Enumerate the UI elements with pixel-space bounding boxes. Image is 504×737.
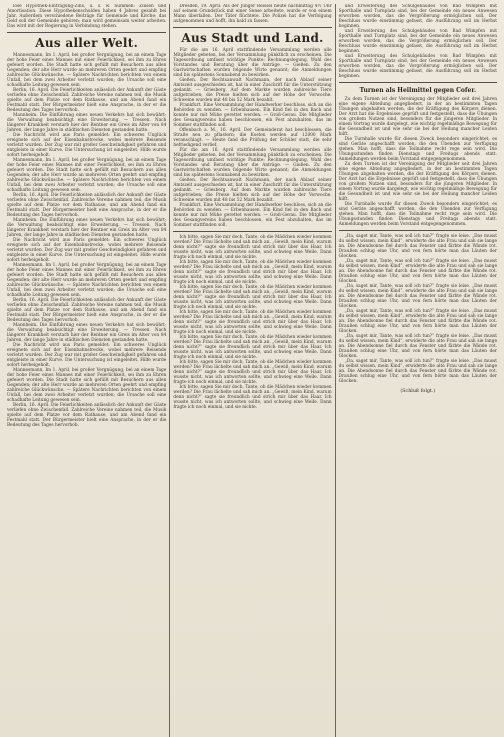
paragraph: Die Nachricht wird aus Paris gemeldet: Ein schweres Unglück ereignete sich auf der Eisenbahnstrecke, wobei mehrere Reisende verletzt wurden. Der Zug war mit großer Geschwindigkeit gefahren und entgleiste in einer Kurve. Die Untersuchung ist eingeleitet. Hilfe wurde sofort herbeigeholt. xyxy=(7,133,167,158)
paragraph: Mannheim. Die Einführung eines neuen Verkehrs hat sich bewährt; die Verwaltung beabsichtigt eine Erweiterung. — Tressen. Nach längerer Krankheit verstarb hier der Rentner ein Greis im Alter von 84 Jahren, der lange Jahre in städtischen Diensten gestanden hatte. xyxy=(7,323,167,343)
column-left xyxy=(4,4,169,737)
paragraph: Ich bitte, sagen Sie mir doch, Tante, ob die Mädchen wieder kommen werden? Die Frau lächelte und sah mich an. „Gewiß, mein Kind, warum denn nicht?“ sagte sie freundlich und strich mir über das Haar. Ich wusste nicht, was ich antworten sollte, und schwieg eine Weile. Dann fragte ich noch einmal, und sie nickte. xyxy=(173,335,332,360)
divider xyxy=(339,230,497,231)
paragraph: Mannesmann, Im 1. April, bei großer Vergnügung, bei an einem Tage der hohe Feier eines Mannes mit einer Feierlichkeit, sei ihm zu Ehren gefeiert worden. Die Stadt hatte sich gefüllt mit Besuchern aus allen Gegenden; der alte Herr wurde an mehreren Orten geehrt und empfing zahlreiche Glückwünsche. — Spätere Nachrichten berichten von einem Unfall, bei dem zwei Arbeiter verletzt wurden; die Ursache soll eine schadhafte Leitung gewesen sein. xyxy=(7,53,167,88)
section-heading: Aus aller Welt. xyxy=(35,36,139,50)
paragraph: löse Hypothek-Eintragung-Zins, u. s. w. Summen: Zinsen und Amortisation. Diese Hypothekenschulden haben 4 Jahres gezahlt bei Jahr. Außerdem verschiedene Beiträge für Gemeinde und Kirche; das Geld soll der Gemeinde gehören; man wird gemeinsam weiter arbeiten. Das wird mit der Regierung in Verbindung stehen. xyxy=(7,4,167,29)
paragraph: und Erweiterung des Schulgebäudes von Bad Wimpfen mit Sporthalle und Turnplatz sind, bei der Gemeinde ein neues Anwesen erworben worden, das die Vergrößerung ermöglichen soll. Der Beschluss wurde einstimmig gefasst, die Ausführung soll im Herbst beginnen. xyxy=(338,29,497,54)
paragraph: Für die am 16. April stattfindende Versammlung werden alle Mitglieder gebeten, bei der Versammlung pünktlich zu erscheinen. Die Tagesordnung umfasst wichtige Punkte: Rechnungslegung, Wahl des Vorstandes und Beratung über die Anträge. — Gießen. Zu den Gastwirtschaften wurden folgende Wirte genannt; die Anmeldungen sind bis spätestens Sonnabend zu bewirken. xyxy=(173,148,332,178)
paragraph: „Da, saget mir, Tante, was soll ich tun?“ fragte sie leise. „Das musst du selbst wissen, mein Kind“, erwiderte die alte Frau und sah sie lange an. Die Abendsonne fiel durch das Fenster und färbte die Wände rot. Draußen schlug eine Uhr, und von fern hörte man das Läuten der Glocken. xyxy=(338,359,497,384)
paragraph: „Da, saget mir, Tante, was soll ich tun?“ fragte sie leise. „Das musst du selbst wissen, mein Kind“, erwiderte die alte Frau und sah sie lange an. Die Abendsonne fiel durch das Fenster und färbte die Wände rot. Draußen schlug eine Uhr, und von fern hörte man das Läuten der Glocken. xyxy=(338,284,497,309)
paragraph: Mannheim. Die Einführung eines neuen Verkehrs hat sich bewährt; die Verwaltung beabsichtigt eine Erweiterung. — Tressen. Nach längerer Krankheit verstarb hier der Rentner ein Greis im Alter von 84 Jahren, der lange Jahre in städtischen Diensten gestanden hatte. xyxy=(7,218,167,238)
paragraph: Ich bitte, sagen Sie mir doch, Tante, ob die Mädchen wieder kommen werden? Die Frau lächelte und sah mich an. „Gewiß, mein Kind, warum denn nicht?“ sagte sie freundlich und strich mir über das Haar. Ich wusste nicht, was ich antworten sollte, und schwieg eine Weile. Dann fragte ich noch einmal, und sie nickte. xyxy=(173,235,332,260)
divider xyxy=(173,231,331,232)
paragraph: Die Turnhalle wurde für diesen Zweck besonders eingerichtet; es sind Geräte angeschafft worden, die den Übenden zur Verfügung stehen. Man hofft, dass die Teilnahme recht rege sein wird. Die Übungsstunden finden Dienstags und Freitags abends statt. Anmeldungen werden beim Vorstand entgegengenommen. xyxy=(338,137,497,162)
paragraph: Gießen. Der Rechtsanwalt Nachmann, der nach Ablauf seiner Amtszeit ausgeschieden ist, hat in einer Zuschrift für die Unterstützung gedankt. — Griesberg. Auf dem Markte wurden zahlreiche Tiere aufgetrieben; die Preise hielten sich auf der Höhe der Vorwoche. Schweine wurden mit 48 bis 52 Mark bezahlt. xyxy=(173,178,332,203)
paragraph: Berlin, 16. April. Die Feierlichkeiten anlässlich der Ankunft der Gäste verliefen ohne Zwischenfall. Zahlreiche Vereine nahmen teil, die Musik spielte auf dem Platze vor dem Rathause, und am Abend fand ein Festmahl statt. Der Bürgermeister hielt eine Ansprache, in der er die Bedeutung des Tages hervorhob. xyxy=(7,298,167,323)
continuation-note: (Schluß folgt.) xyxy=(400,388,436,394)
paragraph: Mannesmann, Im 1. April, bei großer Vergnügung, bei an einem Tage der hohe Feier eines Mannes mit einer Feierlichkeit, sei ihm zu Ehren gefeiert worden. Die Stadt hatte sich gefüllt mit Besuchern aus allen Gegenden; der alte Herr wurde an mehreren Orten geehrt und empfing zahlreiche Glückwünsche. — Spätere Nachrichten berichten von einem Unfall, bei dem zwei Arbeiter verletzt wurden; die Ursache soll eine schadhafte Leitung gewesen sein. xyxy=(7,263,167,298)
paragraph: Dresden, 19. April. Als der Jünger Reissel heute nachmittag 4½ Uhr auf seinem Grundstück mit einer Sense arbeitete, wurde er von einem Mann überfallen. Der Täter flüchtete. Die Polizei hat die Verfolgung aufgenommen und hofft, ihn bald zu fassen. xyxy=(173,4,332,24)
paragraph: Offenbach a. M., 16. April. Der Gemeinderat hat beschlossen, die Straße neu zu pflastern; die Kosten werden auf 12000 Mark veranschlagt. — Heute fand die Prüfung der Schüler statt, die sehr befriedigend verlief. xyxy=(173,128,332,148)
column-right xyxy=(335,4,500,737)
paragraph: Mannesmann, Im 1. April, bei großer Vergnügung, bei an einem Tage der hohe Feier eines Mannes mit einer Feierlichkeit, sei ihm zu Ehren gefeiert worden. Die Stadt hatte sich gefüllt mit Besuchern aus allen Gegenden; der alte Herr wurde an mehreren Orten geehrt und empfing zahlreiche Glückwünsche. — Spätere Nachrichten berichten von einem Unfall, bei dem zwei Arbeiter verletzt wurden; die Ursache soll eine schadhafte Leitung gewesen sein. xyxy=(7,368,167,403)
paragraph: Berlin, 16. April. Die Feierlichkeiten anlässlich der Ankunft der Gäste verliefen ohne Zwischenfall. Zahlreiche Vereine nahmen teil, die Musik spielte auf dem Platze vor dem Rathause, und am Abend fand ein Festmahl statt. Der Bürgermeister hielt eine Ansprache, in der er die Bedeutung des Tages hervorhob. xyxy=(7,403,167,428)
paragraph: Ich bitte, sagen Sie mir doch, Tante, ob die Mädchen wieder kommen werden? Die Frau lächelte und sah mich an. „Gewiß, mein Kind, warum denn nicht?“ sagte sie freundlich und strich mir über das Haar. Ich wusste nicht, was ich antworten sollte, und schwieg eine Weile. Dann fragte ich noch einmal, und sie nickte. xyxy=(173,360,332,385)
paragraph: und Erweiterung des Schulgebäudes von Bad Wimpfen mit Sporthalle und Turnplatz sind, bei der Gemeinde ein neues Anwesen erworben worden, das die Vergrößerung ermöglichen soll. Der Beschluss wurde einstimmig gefasst, die Ausführung soll im Herbst beginnen. xyxy=(338,4,497,29)
paragraph: „Da, saget mir, Tante, was soll ich tun?“ fragte sie leise. „Das musst du selbst wissen, mein Kind“, erwiderte die alte Frau und sah sie lange an. Die Abendsonne fiel durch das Fenster und färbte die Wände rot. Draußen schlug eine Uhr, und von fern hörte man das Läuten der Glocken. xyxy=(338,234,497,259)
paragraph: Frankfurt. Eine Versammlung der Handwerker beschloss, sich an die Behörden zu wenden. — Erbenhausen. Ein Kind fiel in den Bach und konnte nur mit Mühe gerettet werden. — Groß-Gerau. Die Mitglieder des Gesangvereins haben beschlossen, ein Fest abzuhalten, das im Sommer stattfinden soll. xyxy=(173,203,332,228)
paragraph: Ich bitte, sagen Sie mir doch, Tante, ob die Mädchen wieder kommen werden? Die Frau lächelte und sah mich an. „Gewiß, mein Kind, warum denn nicht?“ sagte sie freundlich und strich mir über das Haar. Ich wusste nicht, was ich antworten sollte, und schwieg eine Weile. Dann fragte ich noch einmal, und sie nickte. xyxy=(173,310,332,335)
paragraph: Zu dem Turnen ist der Vereinigung der Mitglieder seit drei Jahren eine eigene Abteilung angegliedert, in der an bestimmten Tagen Übungen abgehalten werden, die der Kräftigung des Körpers dienen. Der Arzt hat die Ergebnisse geprüft und festgestellt, dass die Übungen von großem Nutzen sind, besonders für die jüngeren Mitglieder. In einem Vortrag wurde dargelegt, wie wichtig regelmäßige Bewegung für die Gesundheit ist und wie sehr sie bei der Heilung mancher Leiden hilft. xyxy=(338,162,497,202)
paragraph: „Da, saget mir, Tante, was soll ich tun?“ fragte sie leise. „Das musst du selbst wissen, mein Kind“, erwiderte die alte Frau und sah sie lange an. Die Abendsonne fiel durch das Fenster und färbte die Wände rot. Draußen schlug eine Uhr, und von fern hörte man das Läuten der Glocken. xyxy=(338,334,497,359)
paragraph: Mannesmann, Im 1. April, bei großer Vergnügung, bei an einem Tage der hohe Feier eines Mannes mit einer Feierlichkeit, sei ihm zu Ehren gefeiert worden. Die Stadt hatte sich gefüllt mit Besuchern aus allen Gegenden; der alte Herr wurde an mehreren Orten geehrt und empfing zahlreiche Glückwünsche. — Spätere Nachrichten berichten von einem Unfall, bei dem zwei Arbeiter verletzt wurden; die Ursache soll eine schadhafte Leitung gewesen sein. xyxy=(7,158,167,193)
paragraph: Ich bitte, sagen Sie mir doch, Tante, ob die Mädchen wieder kommen werden? Die Frau lächelte und sah mich an. „Gewiß, mein Kind, warum denn nicht?“ sagte sie freundlich und strich mir über das Haar. Ich wusste nicht, was ich antworten sollte, und schwieg eine Weile. Dann fragte ich noch einmal, und sie nickte. xyxy=(173,385,332,410)
paragraph: und Erweiterung des Schulgebäudes von Bad Wimpfen mit Sporthalle und Turnplatz sind, bei der Gemeinde ein neues Anwesen erworben worden, das die Vergrößerung ermöglichen soll. Der Beschluss wurde einstimmig gefasst, die Ausführung soll im Herbst beginnen. xyxy=(338,54,497,79)
paragraph: Frankfurt. Eine Versammlung der Handwerker beschloss, sich an die Behörden zu wenden. — Erbenhausen. Ein Kind fiel in den Bach und konnte nur mit Mühe gerettet werden. — Groß-Gerau. Die Mitglieder des Gesangvereins haben beschlossen, ein Fest abzuhalten, das im Sommer stattfinden soll. xyxy=(173,103,332,128)
paragraph: „Da, saget mir, Tante, was soll ich tun?“ fragte sie leise. „Das musst du selbst wissen, mein Kind“, erwiderte die alte Frau und sah sie lange an. Die Abendsonne fiel durch das Fenster und färbte die Wände rot. Draußen schlug eine Uhr, und von fern hörte man das Läuten der Glocken. xyxy=(338,309,497,334)
divider xyxy=(7,32,166,33)
paragraph: Für die am 16. April stattfindende Versammlung werden alle Mitglieder gebeten, bei der Versammlung pünktlich zu erscheinen. Die Tagesordnung umfasst wichtige Punkte: Rechnungslegung, Wahl des Vorstandes und Beratung über die Anträge. — Gießen. Zu den Gastwirtschaften wurden folgende Wirte genannt; die Anmeldungen sind bis spätestens Sonnabend zu bewirken. xyxy=(173,48,332,78)
section-heading: Turnen als Heilmittel gegen Cofer. xyxy=(359,87,477,94)
paragraph: Ich bitte, sagen Sie mir doch, Tante, ob die Mädchen wieder kommen werden? Die Frau lächelte und sah mich an. „Gewiß, mein Kind, warum denn nicht?“ sagte sie freundlich und strich mir über das Haar. Ich wusste nicht, was ich antworten sollte, und schwieg eine Weile. Dann fragte ich noch einmal, und sie nickte. xyxy=(173,285,332,310)
paragraph: Mannheim. Die Einführung eines neuen Verkehrs hat sich bewährt; die Verwaltung beabsichtigt eine Erweiterung. — Tressen. Nach längerer Krankheit verstarb hier der Rentner ein Greis im Alter von 84 Jahren, der lange Jahre in städtischen Diensten gestanden hatte. xyxy=(7,113,167,133)
paragraph: Gießen. Der Rechtsanwalt Nachmann, der nach Ablauf seiner Amtszeit ausgeschieden ist, hat in einer Zuschrift für die Unterstützung gedankt. — Griesberg. Auf dem Markte wurden zahlreiche Tiere aufgetrieben; die Preise hielten sich auf der Höhe der Vorwoche. Schweine wurden mit 48 bis 52 Mark bezahlt. xyxy=(173,78,332,103)
paragraph: Ich bitte, sagen Sie mir doch, Tante, ob die Mädchen wieder kommen werden? Die Frau lächelte und sah mich an. „Gewiß, mein Kind, warum denn nicht?“ sagte sie freundlich und strich mir über das Haar. Ich wusste nicht, was ich antworten sollte, und schwieg eine Weile. Dann fragte ich noch einmal, und sie nickte. xyxy=(173,260,332,285)
paragraph: Die Turnhalle wurde für diesen Zweck besonders eingerichtet; es sind Geräte angeschafft worden, die den Übenden zur Verfügung stehen. Man hofft, dass die Teilnahme recht rege sein wird. Die Übungsstunden finden Dienstags und Freitags abends statt. Anmeldungen werden beim Vorstand entgegengenommen. xyxy=(338,202,497,227)
column-middle xyxy=(169,4,334,737)
paragraph: Berlin, 16. April. Die Feierlichkeiten anlässlich der Ankunft der Gäste verliefen ohne Zwischenfall. Zahlreiche Vereine nahmen teil, die Musik spielte auf dem Platze vor dem Rathause, und am Abend fand ein Festmahl statt. Der Bürgermeister hielt eine Ansprache, in der er die Bedeutung des Tages hervorhob. xyxy=(7,193,167,218)
divider xyxy=(173,27,331,28)
paragraph: Die Nachricht wird aus Paris gemeldet: Ein schweres Unglück ereignete sich auf der Eisenbahnstrecke, wobei mehrere Reisende verletzt wurden. Der Zug war mit großer Geschwindigkeit gefahren und entgleiste in einer Kurve. Die Untersuchung ist eingeleitet. Hilfe wurde sofort herbeigeholt. xyxy=(7,343,167,368)
paragraph: Berlin, 16. April. Die Feierlichkeiten anlässlich der Ankunft der Gäste verliefen ohne Zwischenfall. Zahlreiche Vereine nahmen teil, die Musik spielte auf dem Platze vor dem Rathause, und am Abend fand ein Festmahl statt. Der Bürgermeister hielt eine Ansprache, in der er die Bedeutung des Tages hervorhob. xyxy=(7,88,167,113)
section-heading: Aus Stadt und Land. xyxy=(181,31,324,45)
paragraph: „Da, saget mir, Tante, was soll ich tun?“ fragte sie leise. „Das musst du selbst wissen, mein Kind“, erwiderte die alte Frau und sah sie lange an. Die Abendsonne fiel durch das Fenster und färbte die Wände rot. Draußen schlug eine Uhr, und von fern hörte man das Läuten der Glocken. xyxy=(338,259,497,284)
divider xyxy=(339,82,497,83)
paragraph: Zu dem Turnen ist der Vereinigung der Mitglieder seit drei Jahren eine eigene Abteilung angegliedert, in der an bestimmten Tagen Übungen abgehalten werden, die der Kräftigung des Körpers dienen. Der Arzt hat die Ergebnisse geprüft und festgestellt, dass die Übungen von großem Nutzen sind, besonders für die jüngeren Mitglieder. In einem Vortrag wurde dargelegt, wie wichtig regelmäßige Bewegung für die Gesundheit ist und wie sehr sie bei der Heilung mancher Leiden hilft. xyxy=(338,97,497,137)
columns xyxy=(4,4,500,737)
paragraph: Die Nachricht wird aus Paris gemeldet: Ein schweres Unglück ereignete sich auf der Eisenbahnstrecke, wobei mehrere Reisende verletzt wurden. Der Zug war mit großer Geschwindigkeit gefahren und entgleiste in einer Kurve. Die Untersuchung ist eingeleitet. Hilfe wurde sofort herbeigeholt. xyxy=(7,238,167,263)
